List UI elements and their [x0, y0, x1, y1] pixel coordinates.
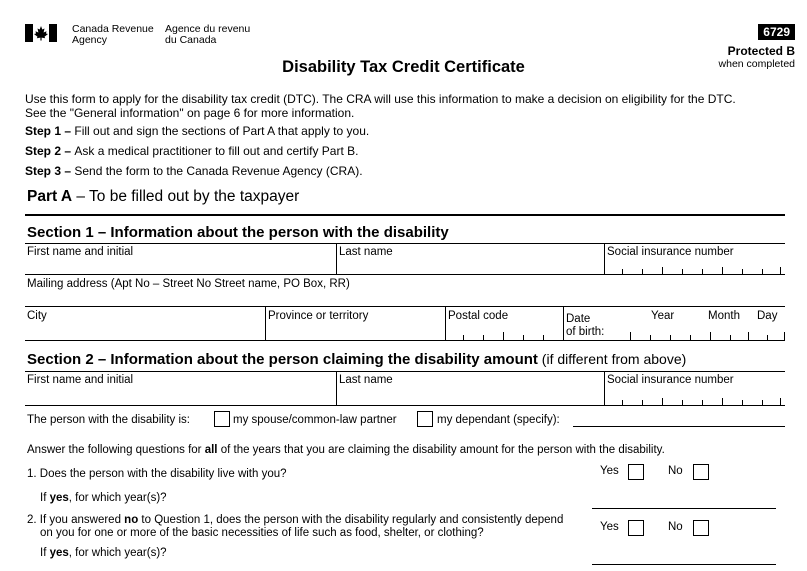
part-a-bold: Part A	[27, 188, 73, 205]
agency-name-en	[72, 24, 154, 46]
s1-month-label: Month	[708, 310, 740, 322]
q2-post: to Question 1, does the person with the disability regularly and consistently depend	[138, 514, 564, 526]
tick	[722, 398, 723, 405]
step1-text: Fill out and sign the sections of Part A that apply to you.	[74, 124, 370, 138]
agency-fr-line2: du Canada	[165, 34, 217, 46]
section1-heading: Section 1 – Information about the person with the disability	[27, 224, 449, 241]
q2-which-years	[40, 547, 167, 560]
answer-post: of the years that you are claiming the disability amount for the person with the disability.	[217, 444, 665, 456]
section2-heading-bold: Section 2 – Information about the person claiming the disability amount	[27, 351, 538, 368]
step2-text: Ask a medical practitioner to fill out and certify Part B.	[74, 144, 359, 158]
spouse-checkbox[interactable]	[214, 411, 230, 427]
step-2	[25, 144, 358, 158]
answer-bold: all	[204, 444, 218, 456]
divider	[25, 405, 785, 406]
q1-yes-label: Yes	[600, 465, 619, 477]
q1-no-label: No	[668, 465, 683, 477]
tick	[630, 332, 631, 340]
form-number: 6729	[758, 24, 795, 40]
s1-sin-field[interactable]	[604, 262, 785, 274]
q2-if-pre: If	[40, 547, 50, 559]
intro-text	[25, 92, 736, 120]
s1-of-birth-label: of birth:	[566, 326, 605, 338]
dependant-specify-line[interactable]	[573, 426, 785, 427]
q1-years-line[interactable]	[592, 508, 776, 509]
s1-first-name-label: First name and initial	[27, 246, 134, 258]
step-1	[25, 124, 369, 138]
part-a-heading	[27, 188, 299, 206]
s1-postal-label: Postal code	[448, 310, 509, 322]
q1-if-bold: yes	[49, 492, 69, 504]
s1-postal-field[interactable]	[445, 328, 563, 340]
s2-sin-field[interactable]	[604, 393, 785, 405]
q1-no-checkbox[interactable]	[693, 464, 709, 480]
q2-line2: on you for one or more of the basic necessities of life such as food, shelter, or clothing?	[40, 527, 484, 539]
s2-last-name-label: Last name	[339, 374, 393, 386]
q2-yes-label: Yes	[600, 521, 619, 533]
s2-first-name-label: First name and initial	[27, 374, 134, 386]
divider	[25, 214, 785, 216]
agency-en-line1: Canada Revenue	[72, 23, 154, 35]
divider	[563, 307, 564, 340]
divider	[265, 307, 266, 340]
canada-flag-icon	[25, 24, 57, 42]
section2-heading	[27, 351, 686, 368]
step2-label: Step 2 –	[25, 144, 75, 158]
q2-if-bold: yes	[49, 547, 69, 559]
tick	[784, 332, 785, 340]
spouse-label: my spouse/common-law partner	[233, 414, 397, 426]
answer-instructions	[27, 444, 665, 457]
agency-fr-line1: Agence du revenu	[165, 23, 251, 35]
step3-label: Step 3 –	[25, 164, 75, 178]
s1-day-label: Day	[757, 310, 778, 322]
tick	[780, 398, 781, 405]
q2-pre: 2. If you answered	[27, 514, 125, 526]
intro-line1: Use this form to apply for the disability tax credit (DTC). The CRA will use this information to make a decision on eligibility for the DTC.	[25, 92, 736, 106]
q1-if-post: , for which year(s)?	[68, 492, 167, 504]
dependant-label: my dependant (specify):	[437, 414, 560, 426]
intro-line2: See the "General information" on page 6 for more information.	[25, 106, 355, 120]
s1-dob-field[interactable]	[630, 328, 785, 340]
divider	[25, 306, 785, 307]
divider	[25, 274, 785, 275]
s1-year-label: Year	[651, 310, 675, 322]
s2-person-is-label: The person with the disability is:	[27, 414, 190, 426]
when-completed-label: when completed	[718, 58, 795, 70]
agency-name-fr	[165, 24, 250, 46]
q1-yes-checkbox[interactable]	[628, 464, 644, 480]
s2-sin-label: Social insurance number	[607, 374, 734, 386]
s1-province-label: Province or territory	[268, 310, 369, 322]
q2-yes-checkbox[interactable]	[628, 520, 644, 536]
step1-label: Step 1 –	[25, 124, 75, 138]
question-2	[27, 514, 563, 540]
agency-en-line2: Agency	[72, 34, 108, 46]
page-title: Disability Tax Credit Certificate	[282, 58, 525, 76]
divider	[336, 372, 337, 405]
tick	[662, 267, 663, 274]
answer-pre: Answer the following questions for	[27, 444, 205, 456]
question-1: 1. Does the person with the disability live with you?	[27, 468, 287, 480]
step3-text: Send the form to the Canada Revenue Agency (CRA).	[74, 164, 363, 178]
s1-sin-label: Social insurance number	[607, 246, 734, 258]
tick	[503, 332, 504, 340]
s1-mailing-label: Mailing address (Apt No – Street No Street name, PO Box, RR)	[27, 278, 350, 290]
divider	[25, 371, 785, 372]
divider	[25, 243, 785, 244]
tick	[662, 398, 663, 405]
q1-which-years	[40, 492, 167, 505]
q2-bold: no	[124, 514, 139, 526]
tick	[722, 267, 723, 274]
section2-heading-normal: (if different from above)	[537, 351, 687, 367]
tick	[780, 267, 781, 274]
divider	[25, 340, 785, 341]
tick	[748, 332, 749, 340]
s1-date-label: Date	[566, 313, 591, 325]
q2-if-post: , for which year(s)?	[68, 547, 167, 559]
q1-if-pre: If	[40, 492, 50, 504]
divider	[336, 244, 337, 274]
part-a-rest: – To be filled out by the taxpayer	[72, 188, 300, 205]
q2-no-label: No	[668, 521, 683, 533]
s1-city-label: City	[27, 310, 47, 322]
step-3	[25, 164, 363, 178]
s1-last-name-label: Last name	[339, 246, 393, 258]
tick	[710, 332, 711, 340]
q2-no-checkbox[interactable]	[693, 520, 709, 536]
dependant-checkbox[interactable]	[417, 411, 433, 427]
q2-years-line[interactable]	[592, 564, 776, 565]
protected-label: Protected B	[727, 44, 795, 58]
